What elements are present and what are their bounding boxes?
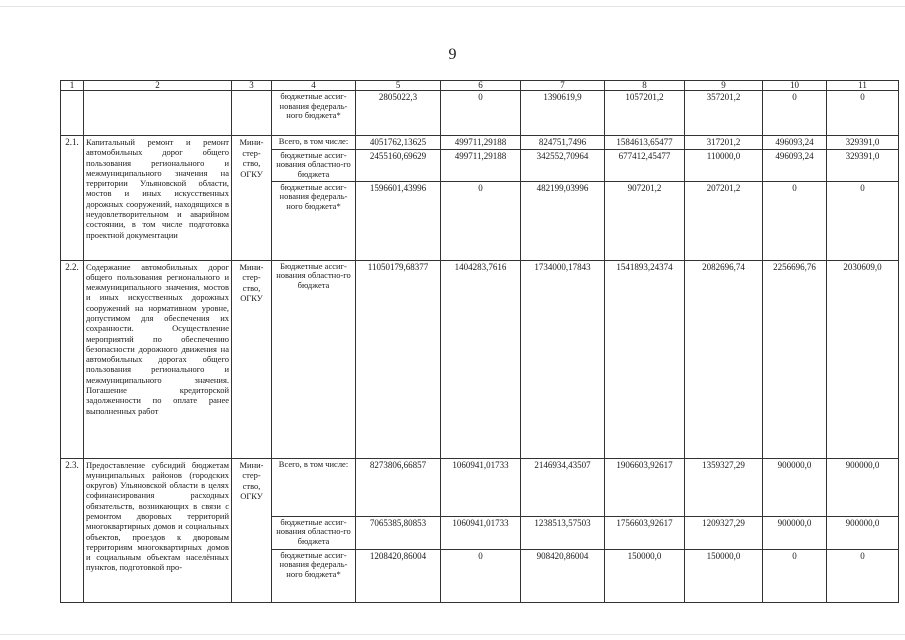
- value-cell: 207201,2: [685, 181, 763, 260]
- column-header: 5: [356, 81, 441, 91]
- column-number-row: [61, 81, 899, 91]
- value-cell: 900000,0: [763, 516, 827, 549]
- column-header: 11: [827, 81, 899, 91]
- value-cell: 496093,24: [763, 136, 827, 150]
- funding-source-cell: Всего, в том числе:: [272, 136, 356, 150]
- value-cell: 342552,70964: [521, 149, 605, 181]
- value-cell: 1060941,01733: [441, 458, 521, 516]
- value-cell: 0: [827, 549, 899, 602]
- value-cell: 357201,2: [685, 91, 763, 136]
- value-cell: 496093,24: [763, 149, 827, 181]
- value-cell: 677412,45477: [605, 149, 685, 181]
- column-header: 10: [763, 81, 827, 91]
- value-cell: 900000,0: [827, 458, 899, 516]
- funding-source-cell: бюджетные ассиг-нования федераль-ного бюджета*: [272, 181, 356, 260]
- funding-source-cell: бюджетные ассиг-нования областно-го бюджета: [272, 516, 356, 549]
- value-cell: 0: [827, 181, 899, 260]
- column-header: 8: [605, 81, 685, 91]
- column-header: 9: [685, 81, 763, 91]
- row-number-cell: 2.3.: [61, 458, 84, 602]
- value-cell: 499711,29188: [441, 149, 521, 181]
- value-cell: 908420,86004: [521, 549, 605, 602]
- organization-cell: Мини-стер-ство, ОГКУ: [232, 458, 272, 602]
- funding-source-cell: Всего, в том числе:: [272, 458, 356, 516]
- value-cell: 329391,0: [827, 136, 899, 150]
- table-row: [61, 458, 899, 516]
- description-cell: Предоставление субсидий бюджетам муниципальных районов (городских округов) Ульяновской области в целях софинансирования расходных обязательств, возникающих в связи с ремонтом дворовых территорий многоквартирных домов и социальных объектов, проездов к дворовым территориям многоквартирных домов и социальным объектам населённых пунктов, подготовкой про-: [84, 458, 232, 602]
- value-cell: 150000,0: [685, 549, 763, 602]
- column-header: 2: [84, 81, 232, 91]
- value-cell: 1057201,2: [605, 91, 685, 136]
- value-cell: 7065385,80853: [356, 516, 441, 549]
- value-cell: 1584613,65477: [605, 136, 685, 150]
- value-cell: 329391,0: [827, 149, 899, 181]
- value-cell: 0: [827, 91, 899, 136]
- value-cell: 150000,0: [605, 549, 685, 602]
- column-header: 1: [61, 81, 84, 91]
- value-cell: 0: [763, 91, 827, 136]
- funding-source-cell: бюджетные ассиг-нования федераль-ного бюджета*: [272, 549, 356, 602]
- value-cell: 2805022,3: [356, 91, 441, 136]
- scan-edge-bottom: [0, 634, 905, 635]
- value-cell: 8273806,66857: [356, 458, 441, 516]
- organization-cell: Мини-стер-ство, ОГКУ: [232, 136, 272, 261]
- scan-edge-top: [0, 6, 905, 7]
- value-cell: 2030609,0: [827, 260, 899, 458]
- row-number-cell: 2.2.: [61, 260, 84, 458]
- row-number-cell: [61, 91, 84, 136]
- value-cell: 2082696,74: [685, 260, 763, 458]
- column-header: 7: [521, 81, 605, 91]
- column-header: 4: [272, 81, 356, 91]
- description-cell: Капитальный ремонт и ремонт автомобильных дорог общего пользования регионального и межмуниципального значения на территории Ульяновской области, мостов и иных искусственных дорожных сооружений, находящихся в неудовлетворительном и аварийном состоянии, в том числе подготовка проектной документации: [84, 136, 232, 261]
- value-cell: 11050179,68377: [356, 260, 441, 458]
- value-cell: 0: [441, 91, 521, 136]
- value-cell: 482199,03996: [521, 181, 605, 260]
- value-cell: 2256696,76: [763, 260, 827, 458]
- value-cell: 1756603,92617: [605, 516, 685, 549]
- value-cell: 1390619,9: [521, 91, 605, 136]
- funding-source-cell: бюджетные ассиг-нования областно-го бюджета: [272, 149, 356, 181]
- value-cell: 1541893,24374: [605, 260, 685, 458]
- value-cell: 1208420,86004: [356, 549, 441, 602]
- table-row: [61, 136, 899, 150]
- value-cell: 1060941,01733: [441, 516, 521, 549]
- value-cell: 0: [763, 181, 827, 260]
- organization-cell: [232, 91, 272, 136]
- value-cell: 1209327,29: [685, 516, 763, 549]
- value-cell: 1359327,29: [685, 458, 763, 516]
- budget-table: [60, 80, 899, 603]
- value-cell: 2455160,69629: [356, 149, 441, 181]
- value-cell: 824751,7496: [521, 136, 605, 150]
- value-cell: 1906603,92617: [605, 458, 685, 516]
- page-number: 9: [448, 46, 457, 63]
- column-header: 3: [232, 81, 272, 91]
- description-cell: Содержание автомобильных дорог общего пользования регионального и межмуниципального значения, мостов и иных искусственных дорожных сооружений на нормативном уровне, допустимом для обеспечения их сохранности. Осуществление мероприятий по обеспечению безопасности дорожного движения на автомобильных дорогах общего пользования регионального и межмуниципального значения. Погашение кредиторской задолженности по оплате ранее выполненных работ: [84, 260, 232, 458]
- value-cell: 1734000,17843: [521, 260, 605, 458]
- value-cell: 4051762,13625: [356, 136, 441, 150]
- value-cell: 1238513,57503: [521, 516, 605, 549]
- value-cell: 0: [441, 549, 521, 602]
- value-cell: 1596601,43996: [356, 181, 441, 260]
- funding-source-cell: бюджетные ассиг-нования федераль-ного бюджета*: [272, 91, 356, 136]
- table-row: [61, 260, 899, 458]
- value-cell: 907201,2: [605, 181, 685, 260]
- value-cell: 900000,0: [827, 516, 899, 549]
- column-header: 6: [441, 81, 521, 91]
- value-cell: 317201,2: [685, 136, 763, 150]
- value-cell: 110000,0: [685, 149, 763, 181]
- row-number-cell: 2.1.: [61, 136, 84, 261]
- table-row: [61, 91, 899, 136]
- funding-source-cell: Бюджетные ассиг-нования областно-го бюджета: [272, 260, 356, 458]
- organization-cell: Мини-стер-ство, ОГКУ: [232, 260, 272, 458]
- value-cell: 900000,0: [763, 458, 827, 516]
- value-cell: 0: [763, 549, 827, 602]
- value-cell: 2146934,43507: [521, 458, 605, 516]
- description-cell: [84, 91, 232, 136]
- value-cell: 0: [441, 181, 521, 260]
- value-cell: 1404283,7616: [441, 260, 521, 458]
- value-cell: 499711,29188: [441, 136, 521, 150]
